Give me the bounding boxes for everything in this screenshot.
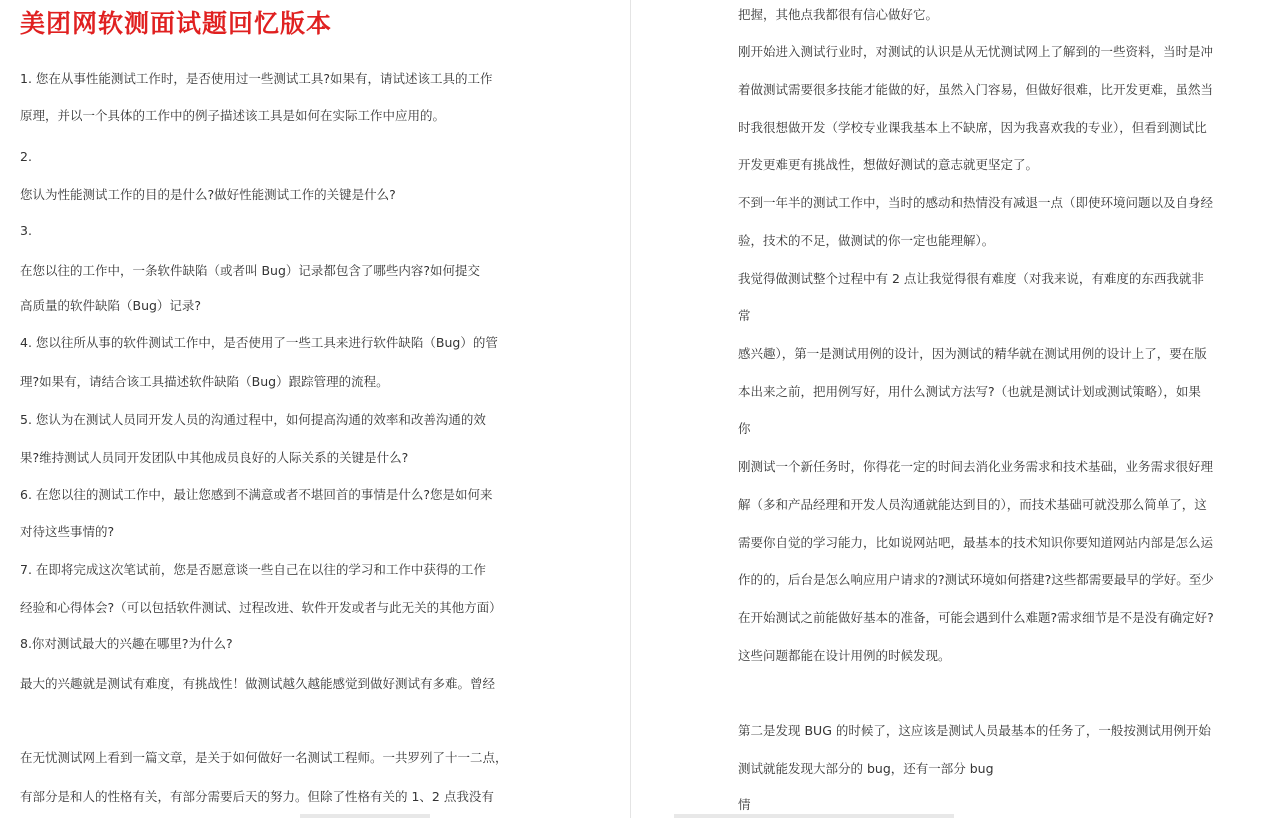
- body-line: 刚测试一个新任务时，你得花一定的时间去消化业务需求和技术基础，业务需求很好理: [738, 459, 1214, 474]
- body-line: 在开始测试之前能做好基本的准备，可能会遇到什么难题?需求细节是不是没有确定好?: [738, 610, 1214, 625]
- body-line: 高质量的软件缺陷（Bug）记录?: [20, 298, 202, 313]
- page-divider: [630, 0, 631, 818]
- page-title: 美团网软测面试题回忆版本: [20, 9, 333, 38]
- body-line: 7. 在即将完成这次笔试前，您是否愿意谈一些自己在以往的学习和工作中获得的工作: [20, 562, 486, 577]
- body-line: 着做测试需要很多技能才能做的好，虽然入门容易，但做好很难，比开发更难，虽然当: [738, 82, 1214, 97]
- body-line: 在无忧测试网上看到一篇文章，是关于如何做好一名测试工程师。一共罗列了十一二点，: [20, 750, 508, 765]
- body-line: 8.你对测试最大的兴趣在哪里?为什么?: [20, 636, 233, 651]
- body-line: 2.: [20, 149, 32, 164]
- body-line: 开发更难更有挑战性，想做好测试的意志就更坚定了。: [738, 157, 1039, 172]
- body-line: 经验和心得体会?（可以包括软件测试、过程改进、软件开发或者与此无关的其他方面）: [20, 600, 502, 615]
- body-line: 刚开始进入测试行业时，对测试的认识是从无忧测试网上了解到的一些资料，当时是冲: [738, 44, 1214, 59]
- body-line: 验，技术的不足，做测试的你一定也能理解）。: [738, 233, 995, 248]
- body-line: 作的的，后台是怎么响应用户请求的?测试环境如何搭建?这些都需要最早的学好。至少: [738, 572, 1214, 587]
- body-line: 1. 您在从事性能测试工作时，是否使用过一些测试工具?如果有，请试述该工具的工作: [20, 71, 493, 86]
- left-page: [0, 0, 628, 818]
- page-bottom-edge: [674, 814, 954, 818]
- body-line: 你: [738, 421, 751, 436]
- body-line: 果?维持测试人员同开发团队中其他成员良好的人际关系的关键是什么?: [20, 450, 409, 465]
- body-line: 不到一年半的测试工作中，当时的感动和热情没有减退一点（即使环境问题以及自身经: [738, 195, 1214, 210]
- body-line: 理?如果有，请结合该工具描述软件缺陷（Bug）跟踪管理的流程。: [20, 374, 389, 389]
- body-line: 3.: [20, 223, 32, 238]
- body-line: 4. 您以往所从事的软件测试工作中，是否使用了一些工具来进行软件缺陷（Bug）的管: [20, 335, 498, 350]
- body-line: 第二是发现 BUG 的时候了，这应该是测试人员最基本的任务了，一般按测试用例开始: [738, 723, 1211, 738]
- body-line: 感兴趣），第一是测试用例的设计，因为测试的精华就在测试用例的设计上了，要在版: [738, 346, 1207, 361]
- body-line: 在您以往的工作中，一条软件缺陷（或者叫 Bug）记录都包含了哪些内容?如何提交: [20, 263, 481, 278]
- body-line: 最大的兴趣就是测试有难度，有挑战性！做测试越久越能感觉到做好测试有多难。曾经: [20, 676, 496, 691]
- body-line: 把握，其他点我都很有信心做好它。: [738, 7, 939, 22]
- body-line: 我觉得做测试整个过程中有 2 点让我觉得很有难度（对我来说，有难度的东西我就非: [738, 271, 1204, 286]
- body-line: 原理，并以一个具体的工作中的例子描述该工具是如何在实际工作中应用的。: [20, 108, 446, 123]
- right-page: [634, 0, 1275, 818]
- body-line: 5. 您认为在测试人员同开发人员的沟通过程中，如何提高沟通的效率和改善沟通的效: [20, 412, 486, 427]
- body-line: 需要你自觉的学习能力，比如说网站吧，最基本的技术知识你要知道网站内部是怎么运: [738, 535, 1214, 550]
- body-line: 常: [738, 308, 751, 323]
- page-bottom-edge: [300, 814, 430, 818]
- body-line: 解（多和产品经理和开发人员沟通就能达到目的），而技术基础可就没那么简单了，这: [738, 497, 1207, 512]
- body-line: 对待这些事情的?: [20, 524, 115, 539]
- body-line: 情: [738, 797, 751, 812]
- body-line: 这些问题都能在设计用例的时候发现。: [738, 648, 951, 663]
- body-line: 本出来之前，把用例写好，用什么测试方法写?（也就是测试计划或测试策略），如果: [738, 384, 1201, 399]
- body-line: 6. 在您以往的测试工作中，最让您感到不满意或者不堪回首的事情是什么?您是如何来: [20, 487, 493, 502]
- body-line: 有部分是和人的性格有关，有部分需要后天的努力。但除了性格有关的 1、2 点我没有: [20, 789, 494, 804]
- body-line: 时我很想做开发（学校专业课我基本上不缺席，因为我喜欢我的专业），但看到测试比: [738, 120, 1207, 135]
- body-line: 您认为性能测试工作的目的是什么?做好性能测试工作的关键是什么?: [20, 187, 396, 202]
- body-line: 测试就能发现大部分的 bug，还有一部分 bug: [738, 761, 994, 776]
